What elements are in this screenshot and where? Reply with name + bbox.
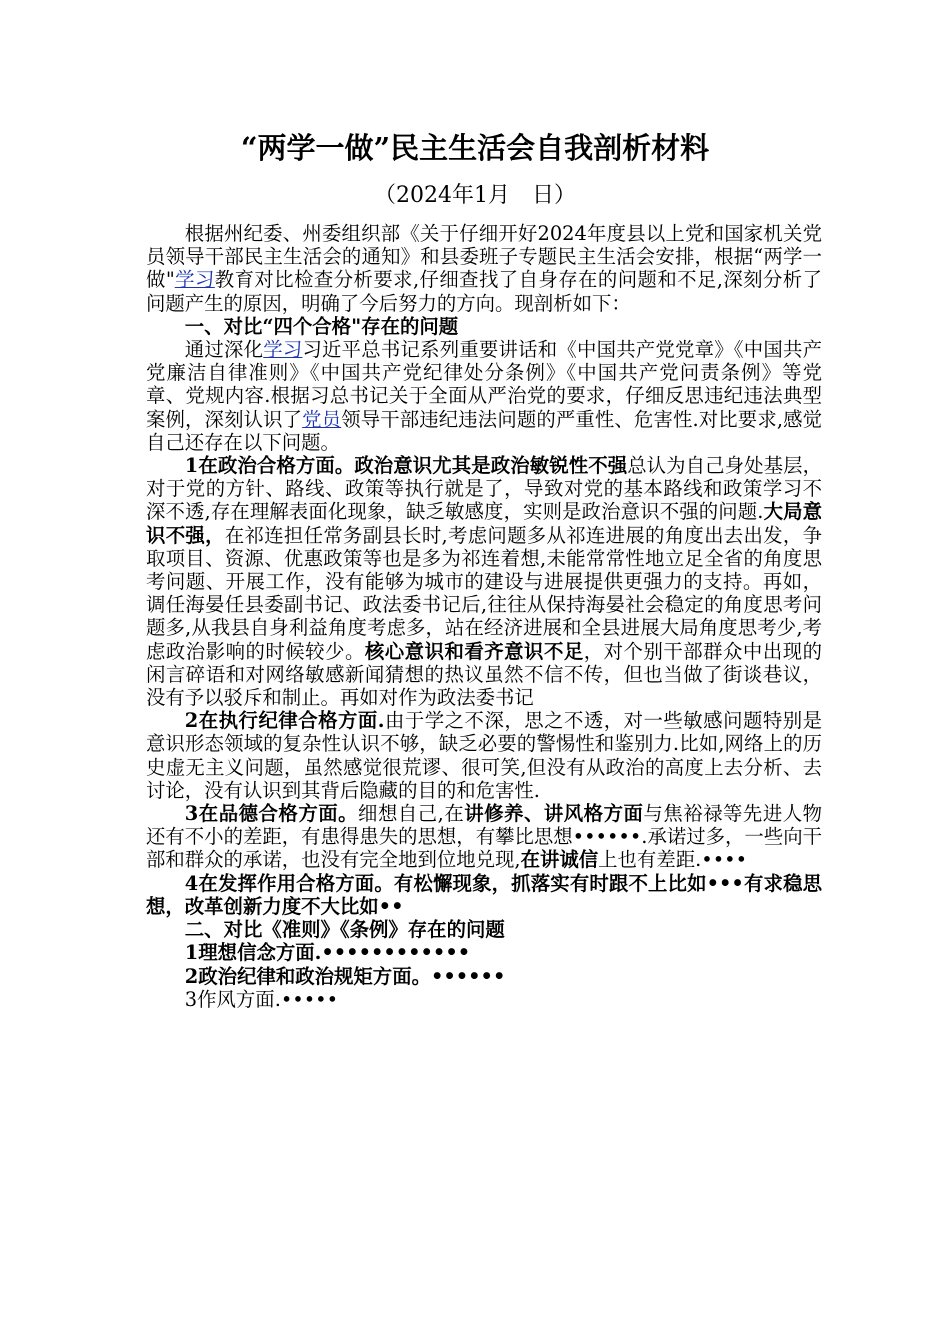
list-item-style: 3作风方面.•••••: [184, 987, 339, 1011]
intro-paragraph: 根据州纪委、州委组织部《关于仔细开好2024年度县以上党和国家机关党员领导干部民主生活会的通知》和县委班子专题民主生活会安排，根据“两学一做"学习教育对比检查分析要求,仔细查找了自身存在的问题和不足,深刻分析了问题产生的原因，明确了今后努力的方向。现剖析如下：: [146, 222, 823, 315]
list-item-ideals: 1理想信念方面.••••••••••••: [184, 941, 471, 965]
paragraph-morality: 3在品德合格方面。细想自己,在讲修养、讲风格方面与焦裕禄等先进人物还有不小的差距，有患得患失的思想，有攀比思想••••••.承诺过多，一些向干部和群众的承诺，也没有完全地到位地兑现,在讲诚信上也有差距.••••: [146, 802, 823, 872]
paragraph-role: 4在发挥作用合格方面。有松懈现象，抓落实有时跟不上比如•••有求稳思想，改革创新力度不大比如••: [146, 871, 822, 918]
document-title: “两学一做”民主生活会自我剖析材料: [240, 131, 710, 165]
link-party-member[interactable]: 党员: [302, 407, 342, 431]
link-study[interactable]: 学习: [174, 268, 215, 292]
document-date: （2024年1月 日）: [374, 183, 576, 208]
section-heading-2: 二、对比《准则》《条例》存在的问题: [184, 918, 505, 942]
list-item-political-rules: 2政治纪律和政治规矩方面。••••••: [184, 964, 506, 988]
paragraph-discipline: 2在执行纪律合格方面.由于学之不深，思之不透，对一些敏感问题特别是意识形态领域的复杂性认识不够，缺乏必要的警惕性和鉴别力.比如,网络上的历史虚无主义问题，虽然感觉很荒谬、很可笑,但没有从政治的高度上去分析、去讨论，没有认识到其背后隐藏的目的和危害性.: [146, 709, 823, 802]
link-study-2[interactable]: 学习: [263, 338, 303, 362]
section-heading-1: 一、对比“四个合格"存在的问题: [184, 314, 459, 338]
paragraph-political: 1在政治合格方面。政治意识尤其是政治敏锐性不强总认为自己身处基层，对于党的方针、路线、政策等执行就是了，导致对党的基本路线和政策学习不深不透,存在理解表面化现象，缺乏敏感度，实则是政治意识不强的问题.大局意识不强，在祁连担任常务副县长时,考虑问题多从祁连进展的角度出去出发，争取项目、资源、优惠政策等也是多为祁连着想,未能常常性地立足全省的角度思考问题、开展工作，没有能够为城市的建设与进展提供更强力的支持。再如，调任海晏任县委副书记、政法委书记后,往往从保持海晏社会稳定的角度思考问题多,从我县自身利益角度考虑多，站在经济进展和全县进展大局角度思考少,考虑政治影响的时候较少。核心意识和看齐意识不足，对个别干部群众中出现的闲言碎语和对网络敏感新闻猜想的热议虽然不信不传，但也当做了街谈巷议，没有予以驳斥和制止。再如对作为政法委书记: [146, 454, 823, 710]
paragraph-study: 通过深化学习习近平总书记系列重要讲话和《中国共产党党章》《中国共产党廉洁自律准则》《中国共产党纪律处分条例》《中国共产党问责条例》等党章、党规内容.根据习总书记关于全面从严治党的要求，仔细反思违纪违法典型案例，深刻认识了党员领导干部违纪违法问题的严重性、危害性.对比要求,感觉自己还存在以下问题。: [146, 338, 823, 454]
document-body: [146, 222, 822, 1011]
